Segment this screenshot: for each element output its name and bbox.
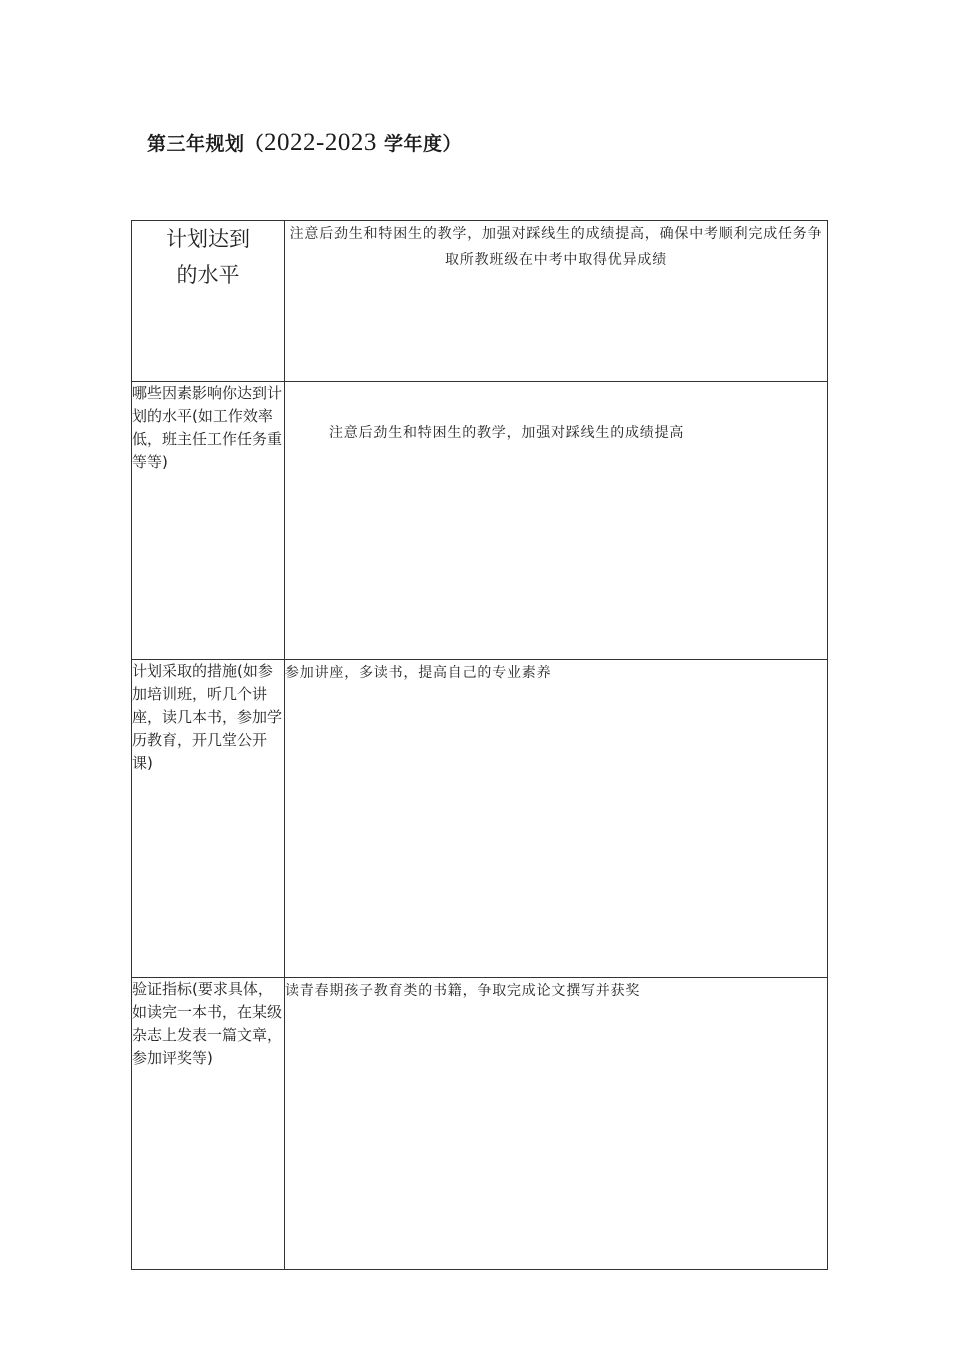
row-label-target-level — [132, 221, 285, 382]
row-label-factors: 哪些因素影响你达到计划的水平(如工作效率低，班主任工作任务重等等) — [132, 382, 285, 660]
table-row — [132, 660, 828, 978]
row-label-measures: 计划采取的措施(如参加培训班，听几个讲座，读几本书，参加学历教育，开几堂公开课) — [132, 660, 285, 978]
heading-years: 2022-2023 — [264, 129, 377, 156]
row-content-measures: 参加讲座，多读书，提高自己的专业素养 — [285, 660, 828, 978]
row-content-factors: 注意后劲生和特困生的教学，加强对踩线生的成绩提高 — [285, 382, 828, 660]
table-row — [132, 221, 828, 382]
label-line: 计划达到 — [166, 227, 250, 251]
plan-table — [131, 220, 828, 1270]
row-content-indicators: 读青春期孩子教育类的书籍，争取完成论文撰写并获奖 — [285, 978, 828, 1270]
row-content-target-level: 注意后劲生和特困生的教学，加强对踩线生的成绩提高，确保中考顺利完成任务争取所教班级在中考中取得优异成绩 — [285, 221, 828, 382]
heading-prefix: 第三年规划（ — [147, 133, 265, 155]
label-line: 的水平 — [176, 263, 240, 287]
table-row — [132, 978, 828, 1270]
table-row — [132, 382, 828, 660]
heading-suffix: 学年度） — [376, 133, 462, 155]
page-heading — [147, 129, 462, 157]
row-label-indicators: 验证指标(要求具体，如读完一本书，在某级杂志上发表一篇文章，参加评奖等) — [132, 978, 285, 1270]
